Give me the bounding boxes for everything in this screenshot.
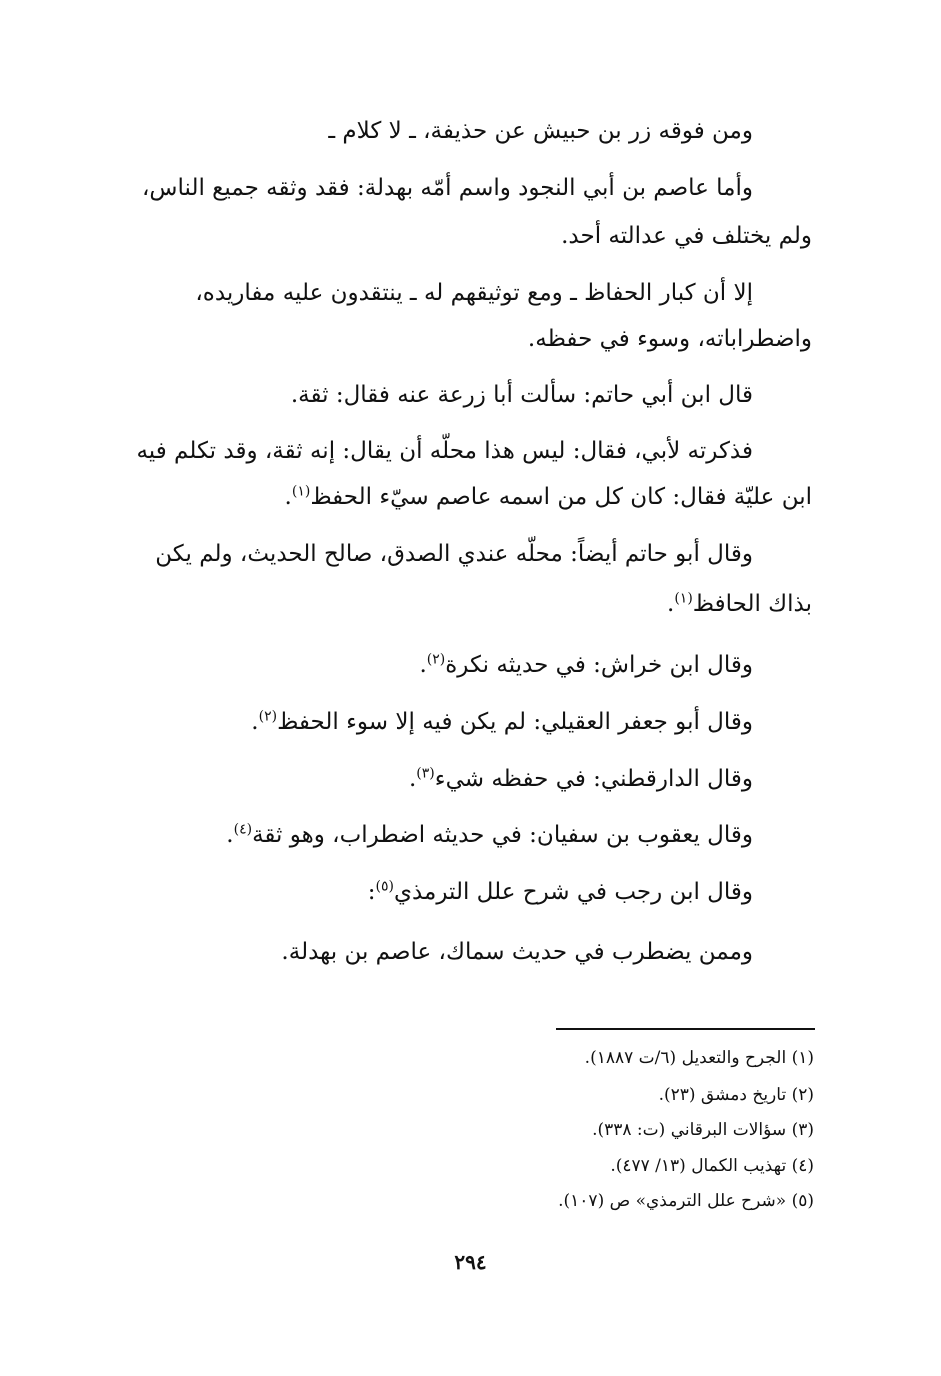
text-line-6 [291,378,753,412]
text-line-5 [528,322,812,356]
text-line-3-content: ولم يختلف في عدالته أحد. [561,223,812,249]
text-line-8-end: . [284,484,292,510]
footnote-ref-2b[interactable]: (٢) [258,708,278,725]
page-number: ٢٩٤ [454,1250,487,1274]
text-line-16-content: وممن يضطرب في حديث سماك، عاصم بن بهدلة. [281,939,753,965]
text-line-13-content: وقال الدارقطني: في حفظه شيء [434,766,753,792]
text-line-13 [409,762,753,796]
footnote-divider [556,1028,815,1030]
text-line-10-content: بذاك الحافظ [692,591,812,617]
text-line-12-end: . [251,709,259,735]
text-line-3 [561,219,812,253]
footnote-ref-5[interactable]: (٥) [375,878,394,895]
text-line-7 [136,434,753,468]
text-line-12-content: وقال أبو جعفر العقيلي: لم يكن فيه إلا سوء الحفظ [277,709,753,735]
text-line-14-end: . [226,822,234,848]
footnote-ref-2[interactable]: (٢) [426,651,446,668]
footnote-3: (٣) سؤالات البرقاني (ت: ٣٣٨). [592,1120,814,1140]
text-line-15 [368,875,753,909]
text-line-4-content: إلا أن كبار الحفاظ ـ ومع توثيقهم له ـ ينتقدون عليه مفاريده، [195,280,753,306]
footnote-ref-1b[interactable]: (١) [674,590,693,607]
footnote-ref-3[interactable]: (٣) [416,765,435,782]
text-line-11 [419,648,753,682]
text-line-9-content: وقال أبو حاتم أيضاً: محلّه عندي الصدق، صالح الحديث، ولم يكن [155,541,753,567]
text-line-11-end: . [419,652,427,678]
text-line-15-content: وقال ابن رجب في شرح علل الترمذي [393,879,753,905]
text-line-9 [155,537,753,571]
text-line-7-content: فذكرته لأبي، فقال: ليس هذا محلّه أن يقال: إنه ثقة، وقد تكلم فيه [136,438,753,464]
text-line-12 [251,705,753,739]
footnote-2: (٢) تاريخ دمشق (٢٣). [658,1085,814,1105]
text-line-10-end: . [667,591,675,617]
text-line-6-content: قال ابن أبي حاتم: سألت أبا زرعة عنه فقال: ثقة. [290,382,753,408]
text-line-15-end: : [367,879,376,905]
footnote-ref-4[interactable]: (٤) [233,821,253,838]
text-line-1 [328,114,753,148]
text-line-2-content: وأما عاصم بن أبي النجود واسم أمّه بهدلة: فقد وثقه جميع الناس، [142,175,753,201]
text-line-2 [142,171,753,205]
text-line-8-content: ابن عليّة فقال: كان كل من اسمه عاصم سيّء الحفظ [310,484,812,510]
text-line-10 [667,587,812,621]
text-line-4 [195,276,753,310]
footnote-5: (٥) «شرح علل الترمذي» ص (١٠٧). [558,1191,814,1211]
text-line-14-content: وقال يعقوب بن سفيان: في حديثه اضطراب، وهو ثقة [252,822,753,848]
footnote-1: (١) الجرح والتعديل (٦/ت ١٨٨٧). [584,1048,814,1068]
text-line-1-content: ومن فوقه زر بن حبيش عن حذيفة، ـ لا كلام ـ [328,118,753,144]
text-line-13-end: . [408,766,417,792]
footnote-4: (٤) تهذيب الكمال (١٣/ ٤٧٧). [610,1156,814,1176]
text-line-11-content: وقال ابن خراش: في حديثه نكرة [445,652,753,678]
text-line-16 [281,935,753,969]
text-line-5-content: واضطراباته، وسوء في حفظه. [527,326,812,352]
text-line-8 [285,480,812,514]
footnote-ref-1[interactable]: (١) [291,483,311,500]
text-line-14 [226,818,753,852]
